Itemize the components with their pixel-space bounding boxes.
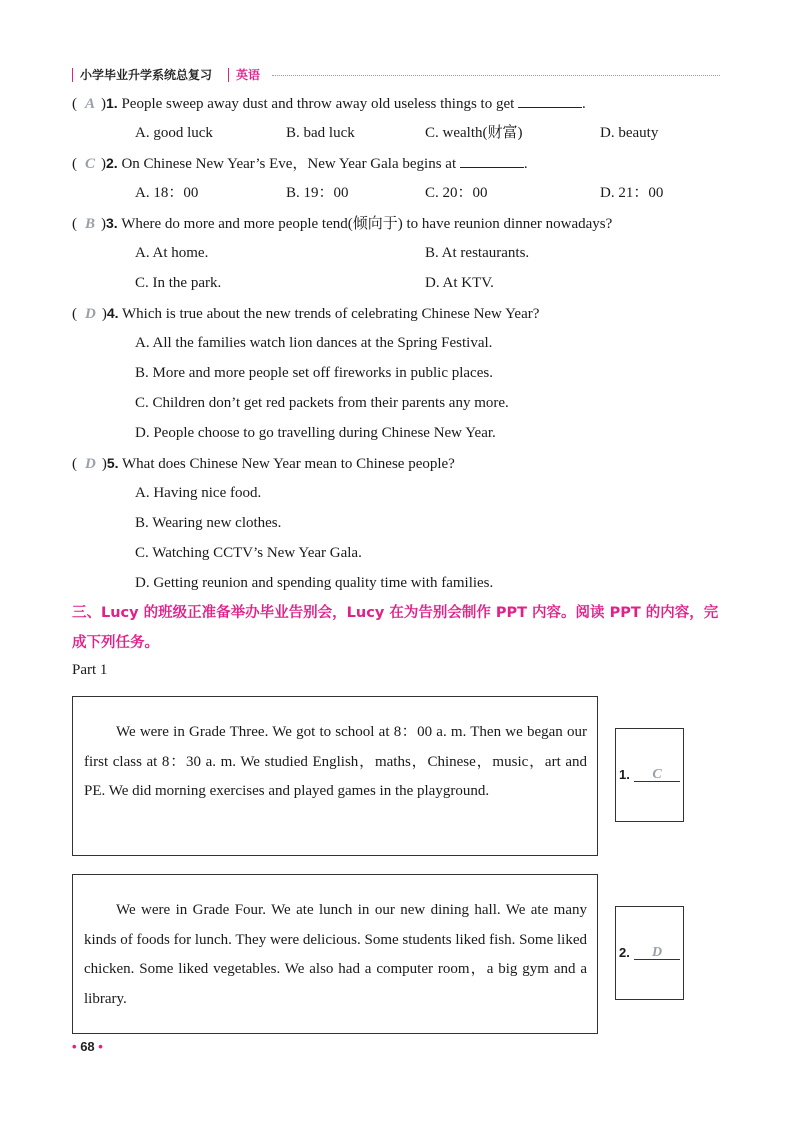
- passage-box-1: [72, 696, 598, 856]
- option: C. In the park.: [135, 275, 222, 291]
- question-4: ( D )4. Which is true about the new trends of celebrating Chinese New Year?: [72, 305, 540, 322]
- answer-5: D: [85, 456, 96, 472]
- header-dotted-rule: [272, 75, 720, 76]
- page-number: 68: [80, 1039, 95, 1054]
- task-answer: C: [652, 767, 662, 782]
- option: A. good luck: [135, 125, 213, 141]
- passage-text: We were in Grade Three. We got to school at 8：00 a. m. Then we began our first class at 8：30 a. m. We studied English，maths，Chinese，music，art and PE. We did morning exercises and played games in the playground.: [84, 724, 587, 799]
- section-3-heading: 三、Lucy 的班级正准备举办毕业告别会，Lucy 在为告别会制作 PPT 内容。阅读 PPT 的内容，完成下列任务。: [72, 605, 719, 651]
- question-1: ( A )1. People sweep away dust and throw away old useless things to get .: [72, 95, 586, 112]
- question-number: 4.: [106, 305, 119, 321]
- task-box-1: [615, 728, 684, 822]
- page-footer: [72, 1039, 103, 1054]
- option: C. wealth(财富): [425, 125, 523, 141]
- question-text: Where do more and more people tend(倾向于) to have reunion dinner nowadays?: [121, 216, 613, 232]
- answer-1: A: [85, 96, 96, 112]
- task-number: 2.: [619, 945, 630, 960]
- option: A. Having nice food.: [135, 485, 262, 501]
- question-2: ( C )2. On Chinese New Year’s Eve，New Year Gala begins at .: [72, 155, 528, 172]
- question-text: People sweep away dust and throw away old useless things to get: [121, 96, 515, 112]
- option: C. 20：00: [425, 185, 488, 201]
- task-answer: D: [651, 945, 663, 960]
- option: D. People choose to go travelling during Chinese New Year.: [135, 425, 496, 441]
- option: D. At KTV.: [425, 275, 494, 291]
- option: A. 18：00: [135, 185, 199, 201]
- task-number: 1.: [619, 767, 630, 782]
- part-1-label: Part 1: [72, 662, 108, 678]
- option: A. All the families watch lion dances at the Spring Festival.: [135, 335, 493, 351]
- option: B. At restaurants.: [425, 245, 530, 261]
- question-number: 5.: [106, 455, 119, 471]
- question-number: 1.: [106, 95, 118, 111]
- option: D. beauty: [600, 125, 659, 141]
- question-number: 2.: [106, 155, 118, 171]
- answer-4: D: [85, 306, 96, 322]
- answer-3: B: [85, 216, 96, 232]
- option: B. bad luck: [286, 125, 355, 141]
- option: B. 19：00: [286, 185, 349, 201]
- option: B. More and more people set off fireworks in public places.: [135, 365, 493, 381]
- option: D. 21：00: [600, 185, 664, 201]
- answer-2: C: [85, 156, 96, 172]
- bullet-dot: •: [72, 1039, 77, 1054]
- subject-label: 英语: [236, 68, 261, 82]
- passage-text: We were in Grade Four. We ate lunch in our new dining hall. We ate many kinds of foods for lunch. They were delicious. Some students liked fish. Some liked chicken. Some liked vegetables. We also had a computer room，a big gym and a library.: [84, 902, 587, 1007]
- question-3: ( B )3. Where do more and more people tend(倾向于) to have reunion dinner nowadays?: [72, 215, 613, 232]
- option: C. Children don’t get red packets from their parents any more.: [135, 395, 509, 411]
- question-number: 3.: [106, 215, 118, 231]
- option: D. Getting reunion and spending quality time with families.: [135, 575, 494, 591]
- page-header: [72, 66, 720, 84]
- option: B. Wearing new clothes.: [135, 515, 282, 531]
- header-bar-left: [72, 68, 73, 82]
- question-text: On Chinese New Year’s Eve，New Year Gala begins at: [121, 156, 457, 172]
- header-bar-mid: [228, 68, 229, 82]
- task-answer-blank: [634, 943, 680, 960]
- option: A. At home.: [135, 245, 209, 261]
- bullet-dot: •: [98, 1039, 103, 1054]
- series-title: 小学毕业升学系统总复习: [80, 68, 213, 82]
- passage-box-2: [72, 874, 598, 1034]
- option: C. Watching CCTV’s New Year Gala.: [135, 545, 362, 561]
- question-5: ( D )5. What does Chinese New Year mean to Chinese people?: [72, 455, 455, 472]
- question-text: What does Chinese New Year mean to Chinese people?: [122, 456, 455, 472]
- task-box-2: [615, 906, 684, 1000]
- task-answer-blank: [634, 765, 680, 782]
- question-text: Which is true about the new trends of celebrating Chinese New Year?: [122, 306, 540, 322]
- answer-blank: [518, 95, 582, 108]
- answer-blank: [460, 155, 524, 168]
